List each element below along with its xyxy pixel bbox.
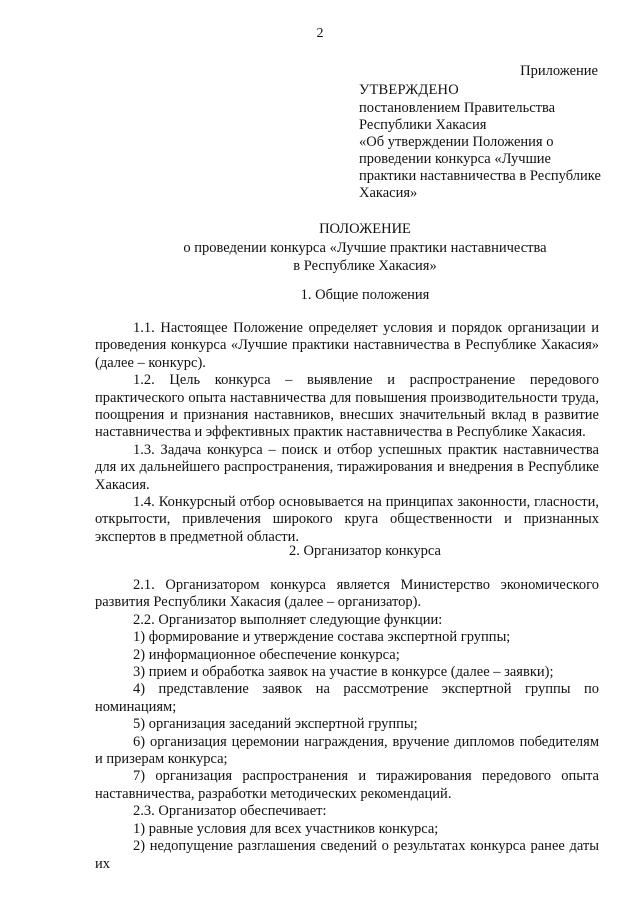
approval-line: постановлением Правительства xyxy=(359,100,556,116)
approval-line: Хакасия» xyxy=(359,185,418,201)
approval-title: УТВЕРЖДЕНО xyxy=(359,82,459,98)
list-item: 3) прием и обработка заявок на участие в конкурсе (далее – заявки); xyxy=(133,664,554,681)
section-body-organizer xyxy=(95,577,599,873)
document-subtitle xyxy=(0,240,640,275)
section-heading-organizer: 2. Организатор конкурса xyxy=(289,543,441,559)
paragraph-1-1: 1.1. Настоящее Положение определяет условия и порядок организации и проведения конкурса «Лучшие практики наставничества в Республике Хакасия» (далее – конкурс). xyxy=(95,320,599,371)
list-item: 2) недопущение разглашения сведений о результатах конкурса ранее даты их xyxy=(95,838,599,872)
section-body-general xyxy=(95,320,599,546)
paragraph-1-2: 1.2. Цель конкурса – выявление и распространение передового практического опыта наставничества для повышения производительности труда, поощрения и признания наставников, внесших значительный вклад в развитие наставничества и эффективных практик наставничества в Республике Хакасия. xyxy=(95,372,599,441)
approval-line: проведении конкурса «Лучшие xyxy=(359,151,551,167)
document-title: ПОЛОЖЕНИЕ xyxy=(319,221,411,237)
list-item: 1) формирование и утверждение состава экспертной группы; xyxy=(133,629,511,646)
approval-line: «Об утверждении Положения о xyxy=(359,134,554,150)
paragraph-1-4: 1.4. Конкурсный отбор основывается на принципах законности, гласности, открытости, привлечения широкого круга общественности и признанных экспертов в предметной области. xyxy=(95,494,599,545)
list-item: 1) равные условия для всех участников конкурса; xyxy=(133,820,439,837)
paragraph-1-3: 1.3. Задача конкурса – поиск и отбор успешных практик наставничества для их дальнейшего распространения, тиражирования и внедрения в Республике Хакасия. xyxy=(95,441,599,493)
paragraph-2-1: 2.1. Организатором конкурса является Министерство экономического развития Республики Хакасия (далее – организатор). xyxy=(95,577,599,611)
list-item: 2) информационное обеспечение конкурса; xyxy=(133,646,400,663)
list-item: 7) организация распространения и тиражирования передового опыта наставничества, разработки методических рекомендаций. xyxy=(95,768,599,802)
page-number: 2 xyxy=(316,26,324,41)
document-subtitle-line: в Республике Хакасия» xyxy=(293,257,437,274)
list-item: 6) организация церемонии награждения, вручение дипломов победителям и призерам конкурса; xyxy=(95,733,599,768)
list-item: 5) организация заседаний экспертной группы; xyxy=(133,716,418,733)
paragraph-2-3: 2.3. Организатор обеспечивает: xyxy=(133,803,327,820)
approval-block xyxy=(359,82,609,202)
approval-line: практики наставничества в Республике xyxy=(359,168,601,184)
section-heading-general: 1. Общие положения xyxy=(300,287,430,303)
appendix-label: Приложение xyxy=(520,63,598,79)
paragraph-2-2: 2.2. Организатор выполняет следующие функции: xyxy=(133,611,443,628)
list-item: 4) представление заявок на рассмотрение экспертной группы по номинациям; xyxy=(95,681,599,715)
approval-line: Республики Хакасия xyxy=(359,117,487,133)
document-subtitle-line: о проведении конкурса «Лучшие практики наставничества xyxy=(183,240,547,256)
